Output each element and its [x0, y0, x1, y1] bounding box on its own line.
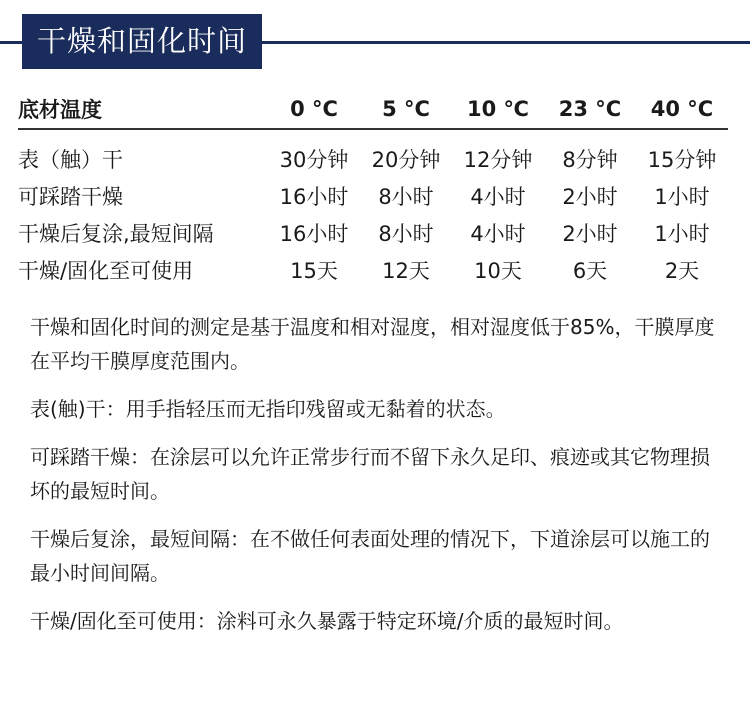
- row-label: 可踩踏干燥: [18, 184, 123, 209]
- header-rule-right: [262, 41, 750, 44]
- row-label: 干燥后复涂,最短间隔: [18, 221, 214, 246]
- table-row: [18, 129, 728, 177]
- table-cell: 4小时: [470, 221, 526, 246]
- table-row: [18, 177, 728, 214]
- table-cell: 30分钟: [279, 147, 349, 172]
- notes-section: [30, 310, 720, 652]
- table-cell: 12分钟: [463, 147, 533, 172]
- table-cell: 15分钟: [647, 147, 717, 172]
- header-rule-left: [0, 41, 22, 44]
- table-cell: 2小时: [562, 184, 618, 209]
- table-row: [18, 251, 728, 288]
- section-header: [0, 0, 750, 76]
- column-header: 0 °C: [290, 97, 338, 121]
- note-paragraph: 干燥和固化时间的测定是基于温度和相对湿度，相对湿度低于85%，干膜厚度在平均干膜厚度范围内。: [30, 315, 715, 373]
- table-cell: 10天: [474, 258, 522, 283]
- row-label: 干燥/固化至可使用: [18, 258, 194, 283]
- section-title: 干燥和固化时间: [22, 14, 262, 69]
- table-cell: 2小时: [562, 221, 618, 246]
- table-header-row: [18, 90, 728, 129]
- table-cell: 12天: [382, 258, 430, 283]
- table-cell: 15天: [290, 258, 338, 283]
- row-label: 表（触）干: [18, 147, 123, 172]
- table-cell: 16小时: [279, 184, 349, 209]
- note-paragraph: 表(触)干：用手指轻压而无指印残留或无黏着的状态。: [30, 397, 506, 421]
- column-header: 23 °C: [558, 97, 622, 121]
- column-header: 底材温度: [18, 98, 102, 122]
- table-cell: 20分钟: [371, 147, 441, 172]
- note-paragraph: 干燥后复涂，最短间隔：在不做任何表面处理的情况下，下道涂层可以施工的最小时间间隔。: [30, 527, 710, 585]
- table-cell: 8分钟: [562, 147, 618, 172]
- table-cell: 6天: [572, 258, 608, 283]
- column-header: 10 ℃: [467, 97, 529, 121]
- column-header: 5 °C: [382, 97, 430, 121]
- table-cell: 8小时: [378, 184, 434, 209]
- note-paragraph: 干燥/固化至可使用：涂料可永久暴露于特定环境/介质的最短时间。: [30, 609, 624, 633]
- note-paragraph: 可踩踏干燥：在涂层可以允许正常步行而不留下永久足印、痕迹或其它物理损坏的最短时间。: [30, 445, 710, 503]
- table-cell: 2天: [664, 258, 700, 283]
- table-row: [18, 214, 728, 251]
- drying-time-table: [18, 90, 728, 288]
- table-cell: 4小时: [470, 184, 526, 209]
- table-cell: 8小时: [378, 221, 434, 246]
- column-header: 40 °C: [650, 97, 714, 121]
- table-cell: 16小时: [279, 221, 349, 246]
- table-cell: 1小时: [654, 221, 710, 246]
- table-cell: 1小时: [654, 184, 710, 209]
